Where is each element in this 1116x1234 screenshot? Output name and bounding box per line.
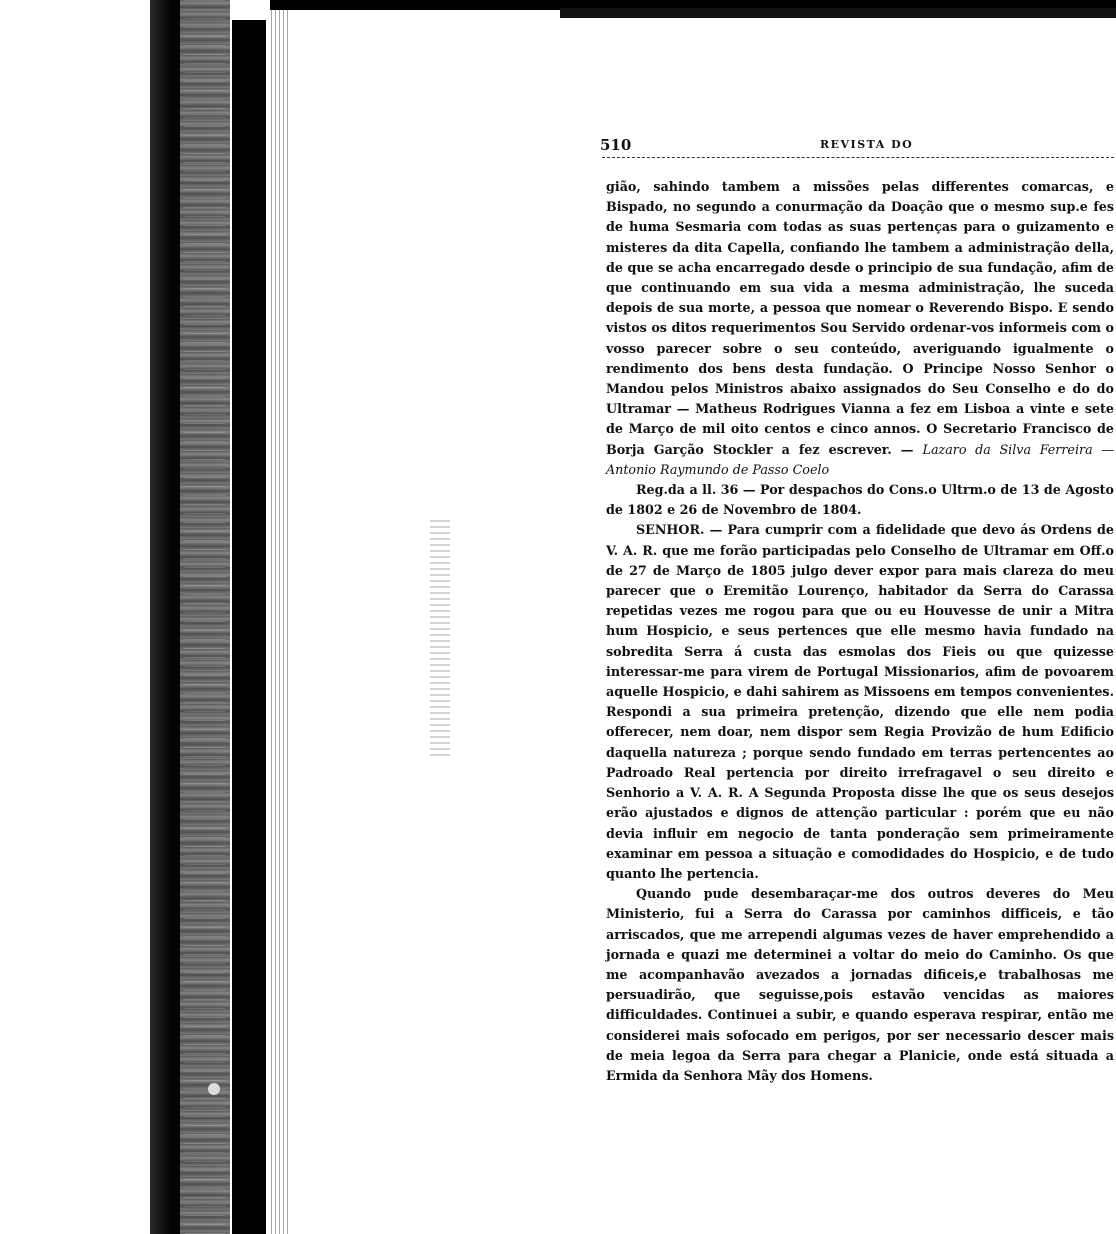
header-rule (602, 157, 1114, 158)
paragraph-quando: Quando pude desembaraçar-me dos outros deveres do Meu Ministerio, fui a Serra do Carassa por caminhos difficeis, e tão arriscados, que me arrependi algumas vezes de haver emprehendido a jornada e quazi me determinei a voltar do meio do Caminho. Os que me acompanhavão avezados a jornadas dificeis,e trabalhosas me persuadirão, que seguisse,pois estavão vencidas as maiores difficuldades. Continuei a subir, e quando esperava respirar, então me considerei mais sofocado em perigos, por ser necessario descer mais de meia legoa da Serra para chegar a Planicie, onde está situada a Ermida da Senhora Mãy dos Homens. (606, 886, 1114, 1083)
page-number: 510 (600, 136, 632, 154)
top-edge-shadow-right (560, 8, 1116, 18)
paragraph-main-text: gião, sahindo tambem a missões pelas differentes comarcas, e Bispado, no segundo a conurmação da Doação que o mesmo sup.e fes de huma Sesmaria com todas as suas pertenças para o guizamento e misteres da dita Capella, confiando lhe tambem a administração della, de que se acha encarregado desde o principio de sua fundação, afim de que continuando em sua vida a mesma administração, lhe suceda depois de sua morte, a pessoa que nomear o Reverendo Bispo. E sendo vistos os ditos requerimentos Sou Servido ordenar-vos informeis com o vosso parecer sobre o seu conteúdo, averiguando igualmente o rendimento dos bens desta fundação. O Principe Nosso Senhor o Mandou pelos Ministros abaixo assignados do Seu Conselho e do do Ultramar — Matheus Rodrigues Vianna a fez em Lisboa a vinte e sete de Março de mil oito centos e cinco annos. O Secretario Francisco de Borja Garção Stockler a fez escrever. — (606, 179, 1114, 457)
gutter-shadow (232, 20, 266, 1234)
body-text (606, 177, 1114, 1086)
spine-noise (185, 0, 225, 1234)
binding-hole (208, 1083, 220, 1095)
page-edges (268, 0, 290, 1234)
show-through-print (430, 520, 450, 760)
page-header (600, 128, 1116, 158)
running-head: REVISTA DO (820, 138, 914, 151)
paragraph-senhor: SENHOR. — Para cumprir com a fidelidade que devo ás Ordens de V. A. R. que me forão participadas pelo Conselho de Ultramar em Off.o de 27 de Março de 1805 julgo dever expor para mais clareza do meu parecer que o Eremitão Lourenço, habitador da Serra do Carassa repetidas vezes me rogou para que ou eu Houvesse de unir a Mitra hum Hospicio, e seus pertences que elle mesmo havia fundado na sobredita Serra á custa das esmolas dos Fieis ou que quizesse interessar-me para virem de Portugal Missionarios, afim de povoarem aquelle Hospicio, e dahi sahirem as Missoens em tempos convenientes. Respondi a sua primeira pretenção, dizendo que elle nem podia offerecer, nem doar, nem dispor sem Regia Provizão de hum Edificio daquella natureza ; porque sendo fundado em terras pertencentes ao Padroado Real pertencia por direito irrefragavel o seu direito e Senhorio a V. A. R. A Segunda Proposta disse lhe que os seus desejos erão ajustados e dignos de attenção particular : porém que eu não devia influir em negocio de tanta ponderação sem primeiramente examinar em pessoa a situação e comodidades do Hospicio, e de tudo quanto lhe pertencia. (606, 522, 1114, 881)
registry-note: Reg.da a ll. 36 — Por despachos do Cons.o Ultrm.o de 13 de Agosto de 1802 e 26 de Novembro de 1804. (606, 482, 1114, 518)
document-page (600, 128, 1116, 1234)
signatures: Lazaro da Silva Ferreira — Antonio Raymundo de Passo Coelo (606, 441, 1114, 477)
paragraph-continuation (606, 177, 1114, 480)
